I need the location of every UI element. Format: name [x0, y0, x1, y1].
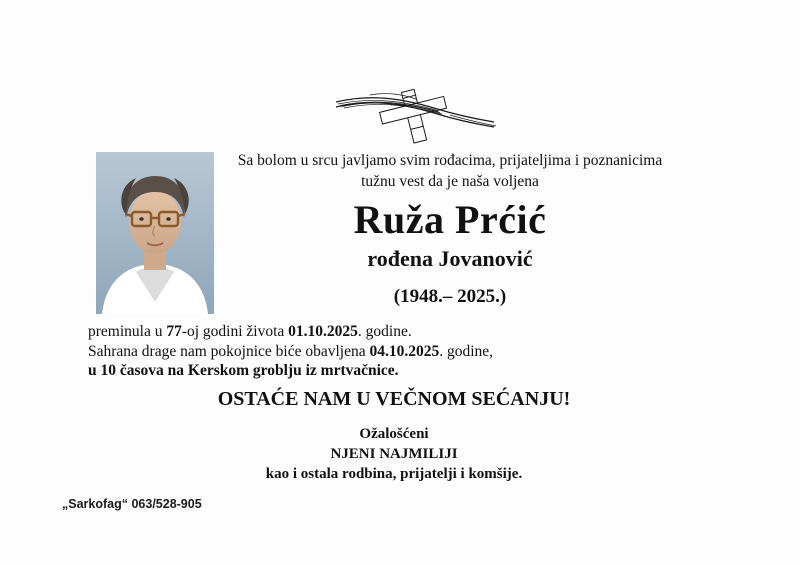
- mourners-block: [88, 424, 700, 484]
- lead-text: [214, 150, 686, 192]
- portrait-photo: [96, 152, 214, 314]
- maiden-name: rođena Jovanović: [367, 246, 533, 271]
- age-value: 77: [166, 323, 182, 340]
- memory-line: OSTAĆE NAM U VEČNOM SEĆANJU!: [217, 388, 571, 410]
- details-line-1-part-b: -oj godini života: [181, 323, 289, 340]
- lead-line-2: tužnu vest da je naša voljena: [361, 173, 539, 190]
- details-line-3: u 10 časova na Kerskom groblju iz mrtvačnice.: [88, 362, 399, 379]
- cross-with-ribbon-icon: [330, 88, 500, 144]
- funeral-date: 04.10.2025: [369, 342, 440, 360]
- lead-line-1: Sa bolom u srcu javljamo svim rođacima, prijateljima i poznanicima: [237, 152, 663, 169]
- details-line-1-part-a: preminula u: [88, 323, 167, 340]
- mourners-line-3: kao i ostala rodbina, prijatelji i komšije.: [265, 466, 523, 482]
- funeral-service-contact: „Sarkofag“ 063/528-905: [62, 497, 202, 511]
- details-line-2-part-a: Sahrana drage nam pokojnice biće obavljena: [88, 342, 370, 360]
- details-line-2-part-b: . godine,: [439, 342, 494, 360]
- deceased-name: Ruža Prćić: [353, 197, 547, 242]
- death-date: 01.10.2025: [288, 323, 358, 340]
- mourners-line-2: NJENI NAJMILIJI: [330, 446, 458, 462]
- life-years: (1948.– 2025.): [393, 286, 507, 307]
- details-line-1: [88, 322, 700, 342]
- details-block: [88, 322, 700, 381]
- mourners-line-1: Ožalošćeni: [359, 426, 429, 442]
- details-line-1-part-c: . godine.: [357, 323, 412, 340]
- details-line-2: [88, 342, 700, 362]
